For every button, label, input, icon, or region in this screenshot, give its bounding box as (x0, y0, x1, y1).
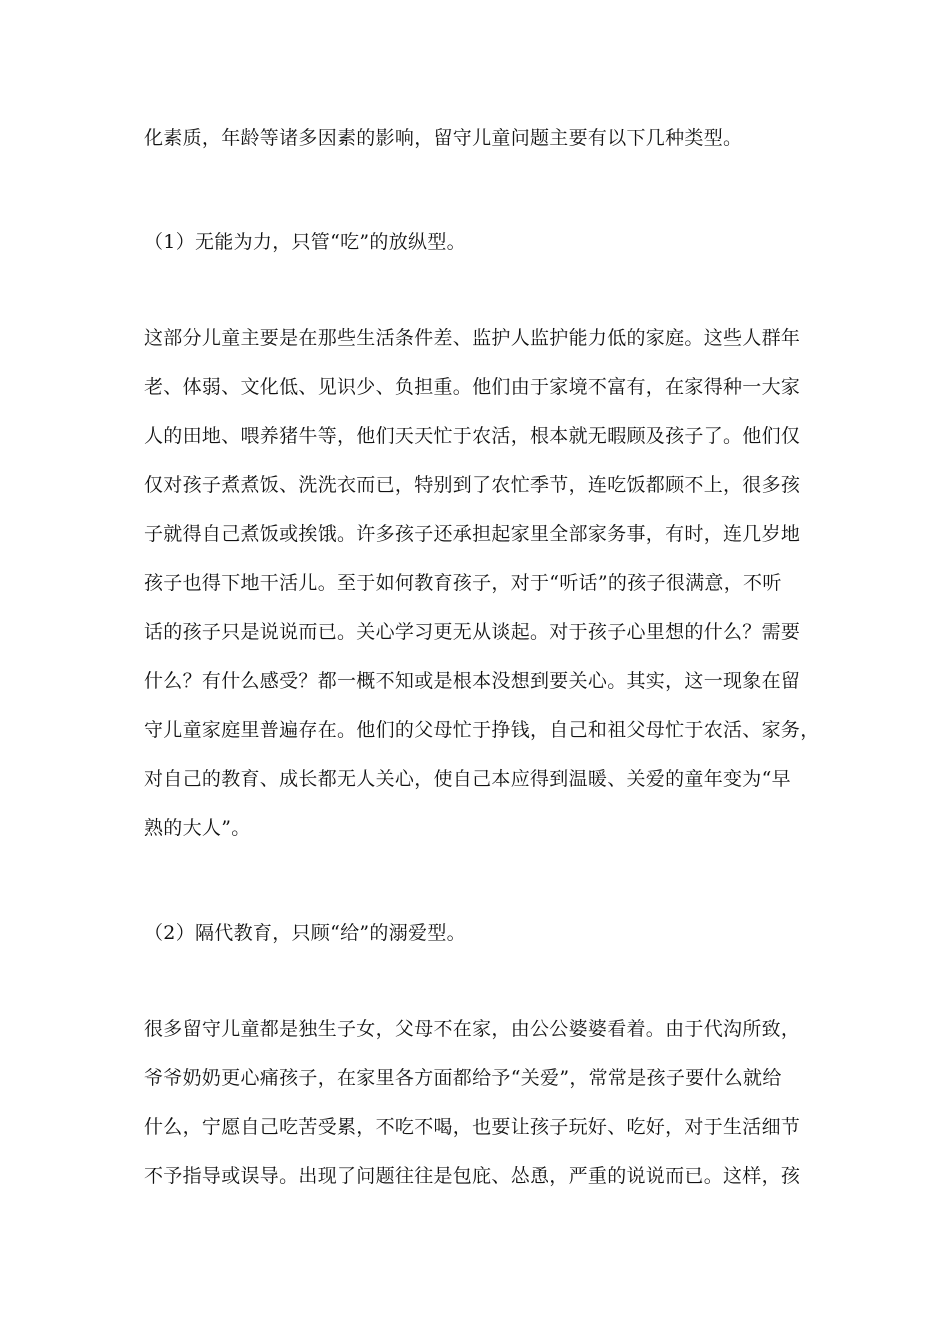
section-2-line: 什么，宁愿自己吃苦受累，不吃不喝，也要让孩子玩好、吃好，对于生活细节 (144, 1116, 801, 1138)
section-1-line: 人的田地、喂养猪牛等，他们天天忙于农活，根本就无暇顾及孩子了。他们仅 (144, 425, 801, 447)
section-1-line: 对自己的教育、成长都无人关心，使自己本应得到温暖、关爱的童年变为“早 (144, 768, 791, 790)
section-1-heading: （1）无能为力，只管“吃”的放纵型。 (144, 231, 466, 253)
section-1-line: 这部分儿童主要是在那些生活条件差、监护人监护能力低的家庭。这些人群年 (144, 327, 801, 349)
section-1-line: 话的孩子只是说说而已。关心学习更无从谈起。对于孩子心里想的什么？需要 (144, 621, 801, 643)
section-1-line: 老、体弱、文化低、见识少、负担重。他们由于家境不富有，在家得种一大家 (144, 376, 801, 398)
section-1-line: 孩子也得下地干活儿。至于如何教育孩子，对于“听话”的孩子很满意，不听 (144, 572, 782, 594)
section-1-line: 守儿童家庭里普遍存在。他们的父母忙于挣钱，自己和祖父母忙于农活、家务， (144, 719, 820, 741)
section-2-line: 爷爷奶奶更心痛孩子，在家里各方面都给予“关爱”，常常是孩子要什么就给 (144, 1067, 782, 1089)
section-1-line: 什么？有什么感受？都一概不知或是根本没想到要关心。其实，这一现象在留 (144, 670, 801, 692)
section-2-heading: （2）隔代教育，只顾“给”的溺爱型。 (144, 922, 466, 944)
section-2-line: 不予指导或误导。出现了问题往往是包庇、怂恿，严重的说说而已。这样，孩 (144, 1165, 801, 1187)
section-2-line: 很多留守儿童都是独生子女，父母不在家，由公公婆婆看着。由于代沟所致， (144, 1018, 801, 1040)
section-1-line: 熟的大人”。 (144, 817, 251, 839)
section-1-line: 子就得自己煮饭或挨饿。许多孩子还承担起家里全部家务事，有时，连几岁地 (144, 523, 801, 545)
section-1-line: 仅对孩子煮煮饭、洗洗衣而已，特别到了农忙季节，连吃饭都顾不上，很多孩 (144, 474, 801, 496)
intro-line: 化素质，年龄等诸多因素的影响，留守儿童问题主要有以下几种类型。 (144, 127, 743, 149)
